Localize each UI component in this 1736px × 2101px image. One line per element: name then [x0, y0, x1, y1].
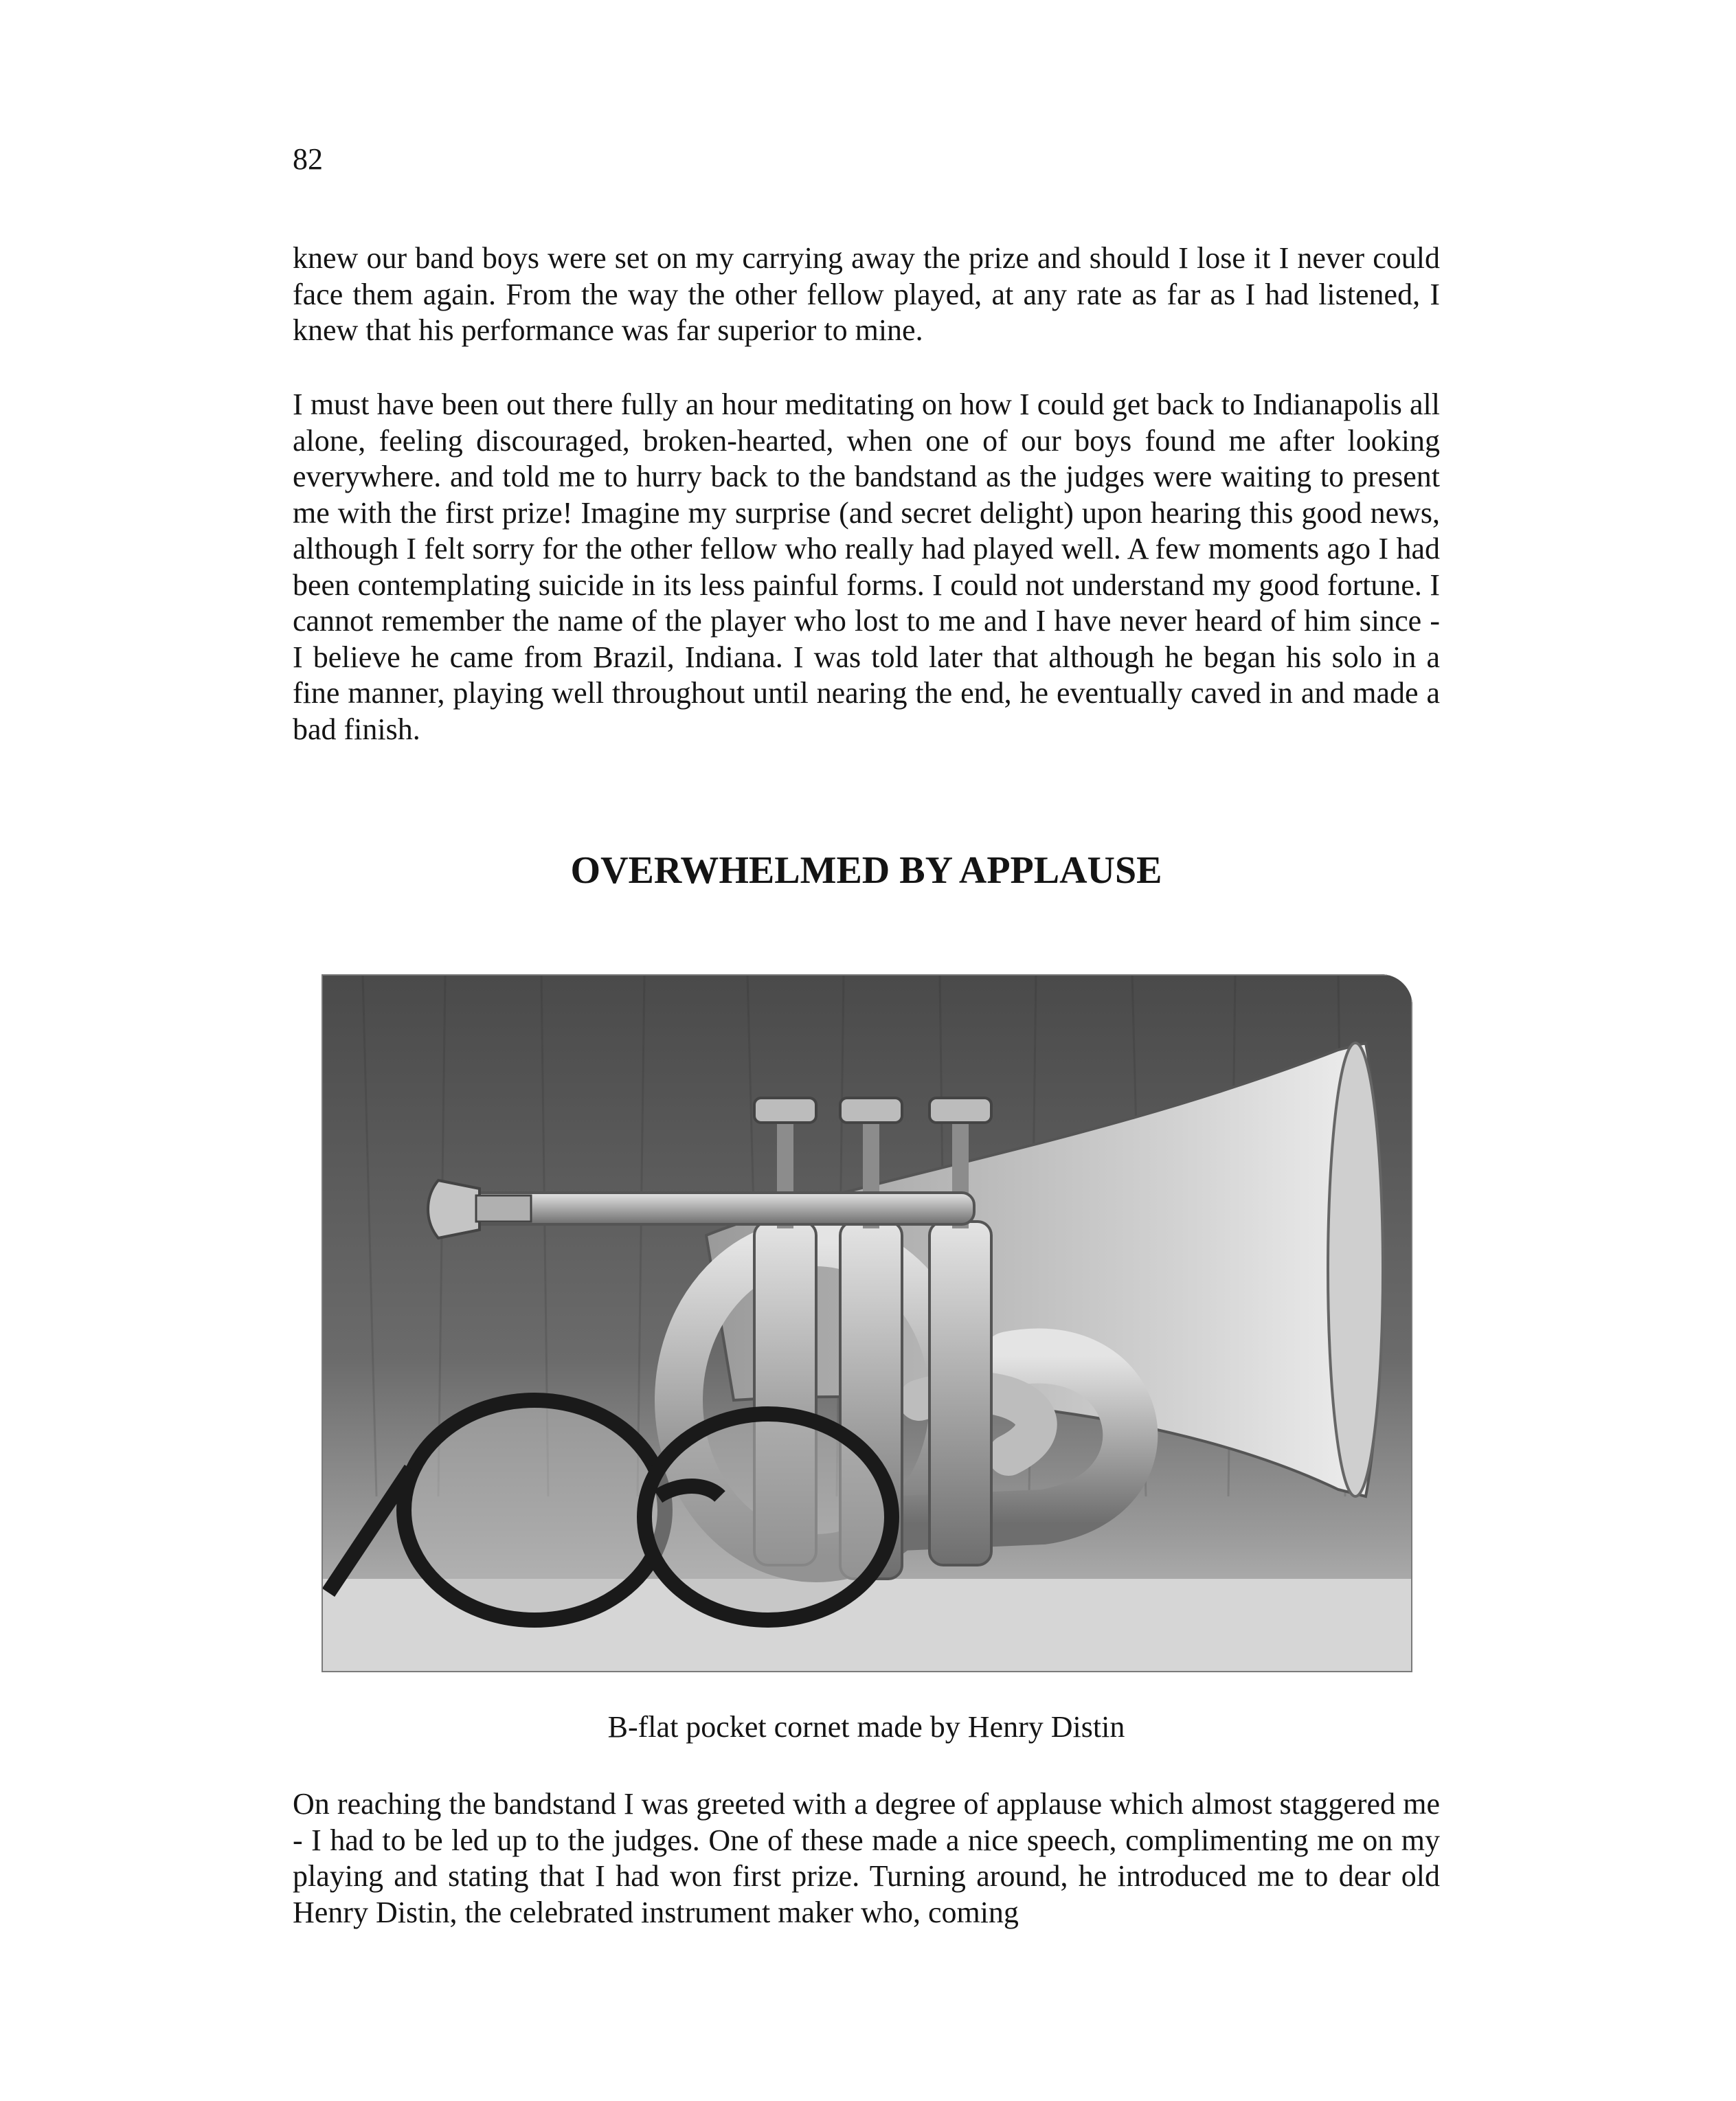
section-heading: OVERWHELMED BY APPLAUSE: [570, 849, 1162, 892]
paragraph-3: On reaching the bandstand I was greeted with a degree of applause which almost staggered me - I had to be led up to the judges. One of these made a nice speech, complimenting me on my playing and stating that I had won first prize. Turning around, he introduced me to dear old Henry Distin, the celebrated instrument maker who, coming: [293, 1787, 1440, 1929]
cornet-photo: [322, 974, 1412, 1672]
paragraph-2: I must have been out there fully an hour meditating on how I could get back to Indianapolis all alone, feeling discouraged, broken-hearted, when one of our boys found me after looking everywhere. and told me to hurry back to the bandstand as the judges were waiting to present me with the first prize! Imagine my surprise (and secret delight) upon hearing this good news, although I felt sorry for the other fellow who really had played well. A few moments ago I had been contemplating suicide in its less painful forms. I could not understand my good fortune. I cannot remember the name of the player who lost to me and I have never heard of him since - I believe he came from Brazil, Indiana. I was told later that although he began his solo in a fine manner, playing well throughout until nearing the end, he eventually caved in and made a bad finish.: [293, 387, 1440, 746]
page-number: 82: [293, 142, 323, 176]
cornet-photo-drawing: [322, 974, 1412, 1672]
figure-caption: B-flat pocket cornet made by Henry Distin: [607, 1710, 1125, 1744]
paragraph-1: knew our band boys were set on my carrying away the prize and should I lose it I never could face them again. From the way the other fellow played, at any rate as far as I had listened, I knew that his performance was far superior to mine.: [293, 241, 1440, 347]
